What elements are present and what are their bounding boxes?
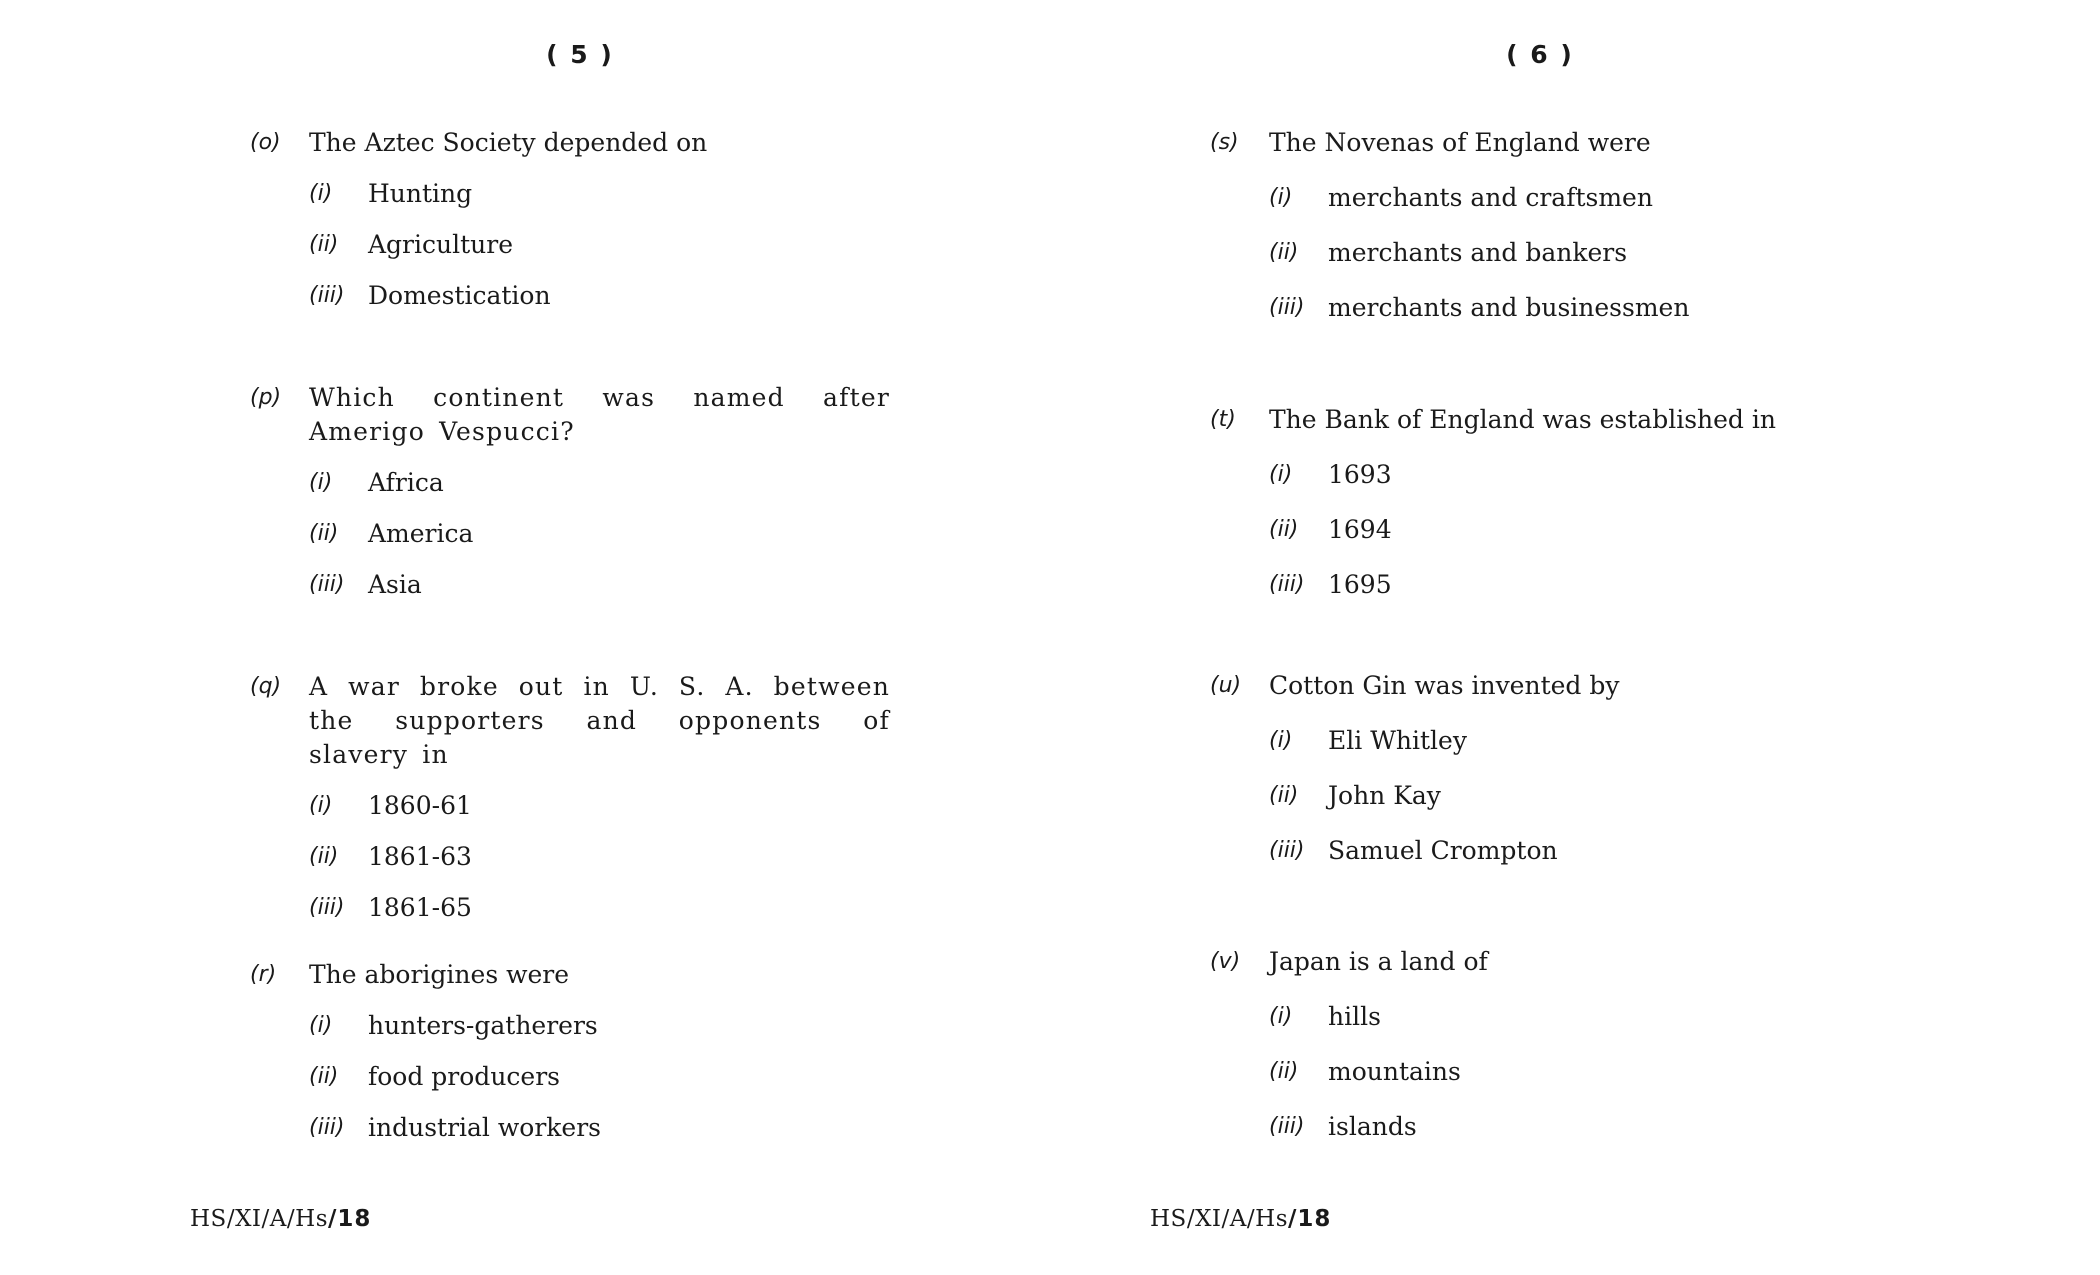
option-text: Agriculture [368,230,513,259]
question-text: A war broke out in U. S. A. between the supporters and opponents of slavery in [309,672,890,769]
option-marker: (ii) [309,232,339,257]
question-marker: (v) [1210,949,1241,974]
question-q [250,670,890,925]
question-stem [1210,403,1850,437]
question-v [1210,945,1850,1144]
option [1210,568,1850,602]
question-text: The aborigines were [309,960,570,989]
question-p [250,381,890,602]
option-marker: (ii) [309,1064,339,1089]
option-marker: (ii) [1269,240,1299,265]
option [250,177,890,211]
option-marker: (iii) [1269,295,1305,320]
question-marker: (s) [1210,130,1239,155]
question-stem [250,126,890,160]
question-stem [250,381,890,449]
option-marker: (i) [309,470,333,495]
option-text: hunters-gatherers [368,1011,598,1040]
question-marker: (u) [1210,673,1242,698]
option-text: Domestication [368,281,551,310]
option [1210,236,1850,270]
question-o [250,126,890,313]
page-number: ( 6 ) [1506,40,1574,69]
option [250,891,890,925]
option-text: 1694 [1328,515,1392,544]
question-s [1210,126,1850,325]
question-text: Which continent was named after Amerigo Vespucci? [309,383,890,446]
question-stem [1210,669,1850,703]
option-text: merchants and bankers [1328,238,1628,267]
option-marker: (iii) [309,895,345,920]
option-marker: (i) [309,181,333,206]
option-text: Asia [368,570,422,599]
option-marker: (i) [1269,1004,1293,1029]
question-marker: (o) [250,130,281,155]
option [250,228,890,262]
option-marker: (iii) [309,1115,345,1140]
option-marker: (iii) [1269,572,1305,597]
question-text: The Bank of England was established in [1269,405,1776,434]
page-number: ( 5 ) [546,40,614,69]
option-text: 1861-63 [368,842,472,871]
option-marker: (i) [1269,185,1293,210]
question-u [1210,669,1850,868]
question-stem [1210,945,1850,979]
option [1210,458,1850,492]
question-r [250,958,890,1145]
option-text: islands [1328,1112,1417,1141]
question-text: The Aztec Society depended on [309,128,708,157]
option-marker: (i) [1269,462,1293,487]
option-text: industrial workers [368,1113,601,1142]
option-marker: (ii) [1269,783,1299,808]
option [1210,1110,1850,1144]
option [1210,779,1850,813]
footer-code-text: HS/XI/A/Hs [190,1206,328,1232]
option-text: Africa [368,468,444,497]
question-text: Cotton Gin was invented by [1269,671,1620,700]
footer-code-suffix: /18 [328,1206,372,1232]
option-marker: (iii) [1269,1114,1305,1139]
question-marker: (t) [1210,407,1236,432]
question-marker: (r) [250,962,277,987]
footer-code [190,1204,371,1234]
option-marker: (i) [1269,728,1293,753]
option-text: mountains [1328,1057,1461,1086]
option-marker: (ii) [1269,517,1299,542]
option-text: food producers [368,1062,560,1091]
option-marker: (ii) [309,521,339,546]
option-text: merchants and craftsmen [1328,183,1653,212]
option-text: John Kay [1328,781,1441,810]
footer-code-text: HS/XI/A/Hs [1150,1206,1288,1232]
question-marker: (p) [250,385,282,410]
option [250,1060,890,1094]
question-stem [250,958,890,992]
option-marker: (iii) [1269,838,1305,863]
option-marker: (iii) [309,572,345,597]
option [250,466,890,500]
option-text: Samuel Crompton [1328,836,1558,865]
question-stem [250,670,890,772]
option [1210,181,1850,215]
footer-code [1150,1204,1331,1234]
option-text: 1861-65 [368,893,472,922]
option [250,279,890,313]
option [1210,1055,1850,1089]
option-text: America [368,519,474,548]
option-marker: (ii) [309,844,339,869]
footer-code-suffix: /18 [1288,1206,1332,1232]
option-marker: (i) [309,793,333,818]
option-text: 1693 [1328,460,1392,489]
option-text: 1695 [1328,570,1392,599]
option [250,1111,890,1145]
option [250,840,890,874]
right-page [960,0,2010,1275]
question-text: Japan is a land of [1269,947,1488,976]
option-text: merchants and businessmen [1328,293,1690,322]
option-text: 1860-61 [368,791,472,820]
option-text: hills [1328,1002,1381,1031]
option [250,1009,890,1043]
option-text: Eli Whitley [1328,726,1467,755]
option-text: Hunting [368,179,473,208]
question-text: The Novenas of England were [1269,128,1651,157]
option [1210,291,1850,325]
question-marker: (q) [250,674,282,699]
option [1210,724,1850,758]
option [1210,834,1850,868]
option [250,517,890,551]
option [1210,1000,1850,1034]
question-t [1210,403,1850,602]
option [1210,513,1850,547]
question-stem [1210,126,1850,160]
option [250,789,890,823]
option [250,568,890,602]
option-marker: (ii) [1269,1059,1299,1084]
option-marker: (iii) [309,283,345,308]
option-marker: (i) [309,1013,333,1038]
